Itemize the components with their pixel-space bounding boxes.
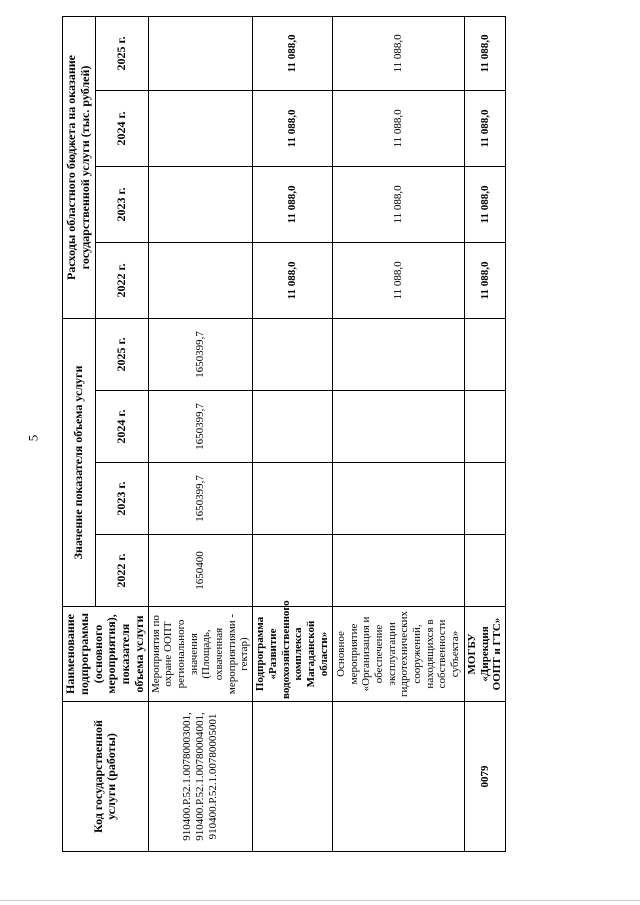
row-code: 0079 [464, 702, 505, 852]
table-row [464, 16, 505, 851]
row-name: Мероприятия по охране ООПТ регионального значения (Площадь, охваченная мероприятиями - гектар) [148, 607, 252, 702]
expense-cell [148, 90, 252, 166]
volume-cell [464, 391, 505, 463]
volume-cell [464, 463, 505, 535]
expense-cell: 11 088,0 [332, 242, 464, 318]
volume-cell [332, 463, 464, 535]
volume-cell [464, 318, 505, 390]
expense-cell [148, 16, 252, 90]
row-name: Подпрограмма «Развитие водохозяйственного комплекса Магаданской области» [252, 607, 332, 702]
expense-cell [148, 166, 252, 242]
volume-cell [252, 535, 332, 607]
volume-cell [332, 535, 464, 607]
expense-cell [148, 242, 252, 318]
row-name: Основное мероприятие «Организация и обеспечение эксплуатации гидротехнических сооружений, находящихся в собственности субъекта» [332, 607, 464, 702]
header-year: 2022 г. [95, 242, 148, 318]
expense-cell: 11 088,0 [252, 166, 332, 242]
expense-cell: 11 088,0 [464, 166, 505, 242]
expense-cell: 11 088,0 [332, 166, 464, 242]
volume-cell: 1650400 [148, 535, 252, 607]
volume-cell [332, 318, 464, 390]
header-year: 2024 г. [95, 391, 148, 463]
header-year: 2024 г. [95, 90, 148, 166]
expense-cell: 11 088,0 [464, 90, 505, 166]
budget-table-container [62, 17, 504, 852]
expense-cell: 11 088,0 [464, 242, 505, 318]
header-year: 2025 г. [95, 318, 148, 390]
volume-cell [252, 318, 332, 390]
header-year: 2025 г. [95, 16, 148, 90]
expense-cell: 11 088,0 [332, 90, 464, 166]
header-code: Код государственной услуги (работы) [63, 702, 149, 852]
expense-cell: 11 088,0 [464, 16, 505, 90]
header-name: Наименование подпрограммы (основного мероприятия), показателя объема услуги [63, 607, 149, 702]
volume-cell [252, 463, 332, 535]
volume-cell [332, 391, 464, 463]
expense-cell: 11 088,0 [252, 242, 332, 318]
header-year: 2022 г. [95, 535, 148, 607]
expense-cell: 11 088,0 [252, 16, 332, 90]
header-year: 2023 г. [95, 166, 148, 242]
header-expense: Расходы областного бюджета на оказание государственной услуги (тыс. рублей) [63, 16, 96, 318]
volume-cell: 1650399,7 [148, 391, 252, 463]
expense-cell: 11 088,0 [252, 90, 332, 166]
volume-cell [252, 391, 332, 463]
row-code: 910400.Р.52.1.00780003001, 910400.Р.52.1.00780004001, 910400.Р.52.1.00780005001 [148, 702, 252, 852]
scan-edge [0, 900, 640, 901]
volume-cell: 1650399,7 [148, 463, 252, 535]
table-row [332, 16, 464, 851]
row-code [252, 702, 332, 852]
table-row [148, 16, 252, 851]
header-year: 2023 г. [95, 463, 148, 535]
page-number: 5 [25, 434, 41, 442]
volume-cell [464, 535, 505, 607]
header-volume: Значение показателя объема услуги [63, 318, 96, 606]
row-code [332, 702, 464, 852]
expense-cell: 11 088,0 [332, 16, 464, 90]
table-row [252, 16, 332, 851]
volume-cell: 1650399,7 [148, 318, 252, 390]
budget-table [62, 16, 506, 852]
row-name: МОГБУ «Дирекция ООПТ и ГТС» [464, 607, 505, 702]
